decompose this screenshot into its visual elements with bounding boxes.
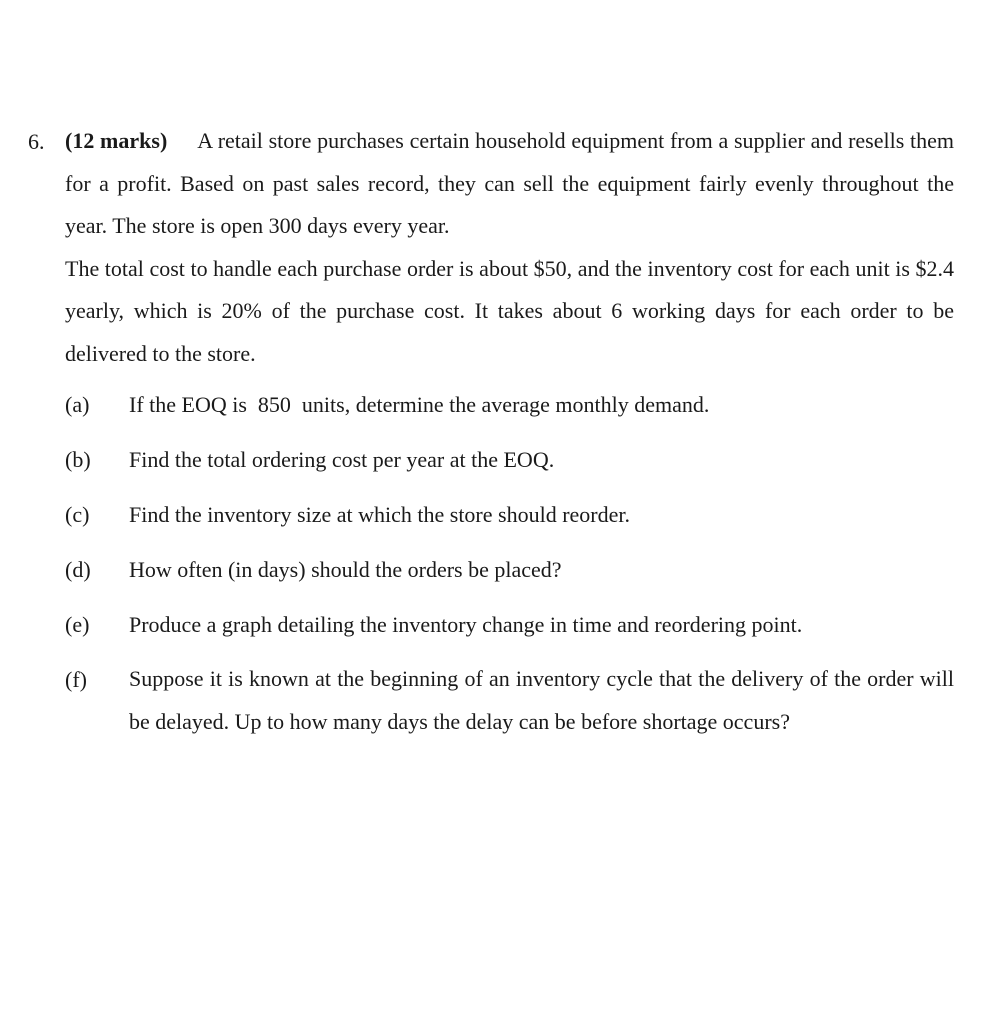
part-e <box>65 603 954 646</box>
part-label: (e) <box>65 612 90 637</box>
question-body <box>65 120 954 375</box>
part-label: (a) <box>65 392 90 417</box>
part-text: Produce a graph detailing the inventory change in time and reordering point. <box>129 612 803 637</box>
part-c <box>65 493 954 536</box>
part-b <box>65 438 954 481</box>
part-f <box>65 658 954 743</box>
question-parts <box>65 383 954 743</box>
part-text: How often (in days) should the orders be placed? <box>129 557 562 582</box>
part-label: (f) <box>65 667 87 692</box>
question-intro-text: A retail store purchases certain household equipment from a supplier and resells them for a profit. Based on past sales record, they can sell the equipment fairly evenly throughout the year. The store is open 300 days every year. <box>65 128 954 238</box>
part-a <box>65 383 954 426</box>
question-marks: (12 marks) <box>65 128 168 153</box>
part-text: Find the inventory size at which the store should reorder. <box>129 502 630 527</box>
part-label: (d) <box>65 557 91 582</box>
part-d <box>65 548 954 591</box>
part-text: Suppose it is known at the beginning of an inventory cycle that the delivery of the order will be delayed. Up to how many days the delay can be before shortage occurs? <box>129 666 954 734</box>
question-details: The total cost to handle each purchase order is about $50, and the inventory cost for each unit is $2.4 yearly, which is 20% of the purchase cost. It takes about 6 working days for each order to be delivered to the store. <box>65 255 954 366</box>
question-intro <box>65 120 954 248</box>
part-label: (c) <box>65 502 90 527</box>
part-label: (b) <box>65 447 91 472</box>
part-text: If the EOQ is 850 units, determine the average monthly demand. <box>129 392 710 417</box>
question-number: 6. <box>28 129 45 154</box>
question-6 <box>28 120 954 755</box>
part-text: Find the total ordering cost per year at the EOQ. <box>129 447 555 472</box>
